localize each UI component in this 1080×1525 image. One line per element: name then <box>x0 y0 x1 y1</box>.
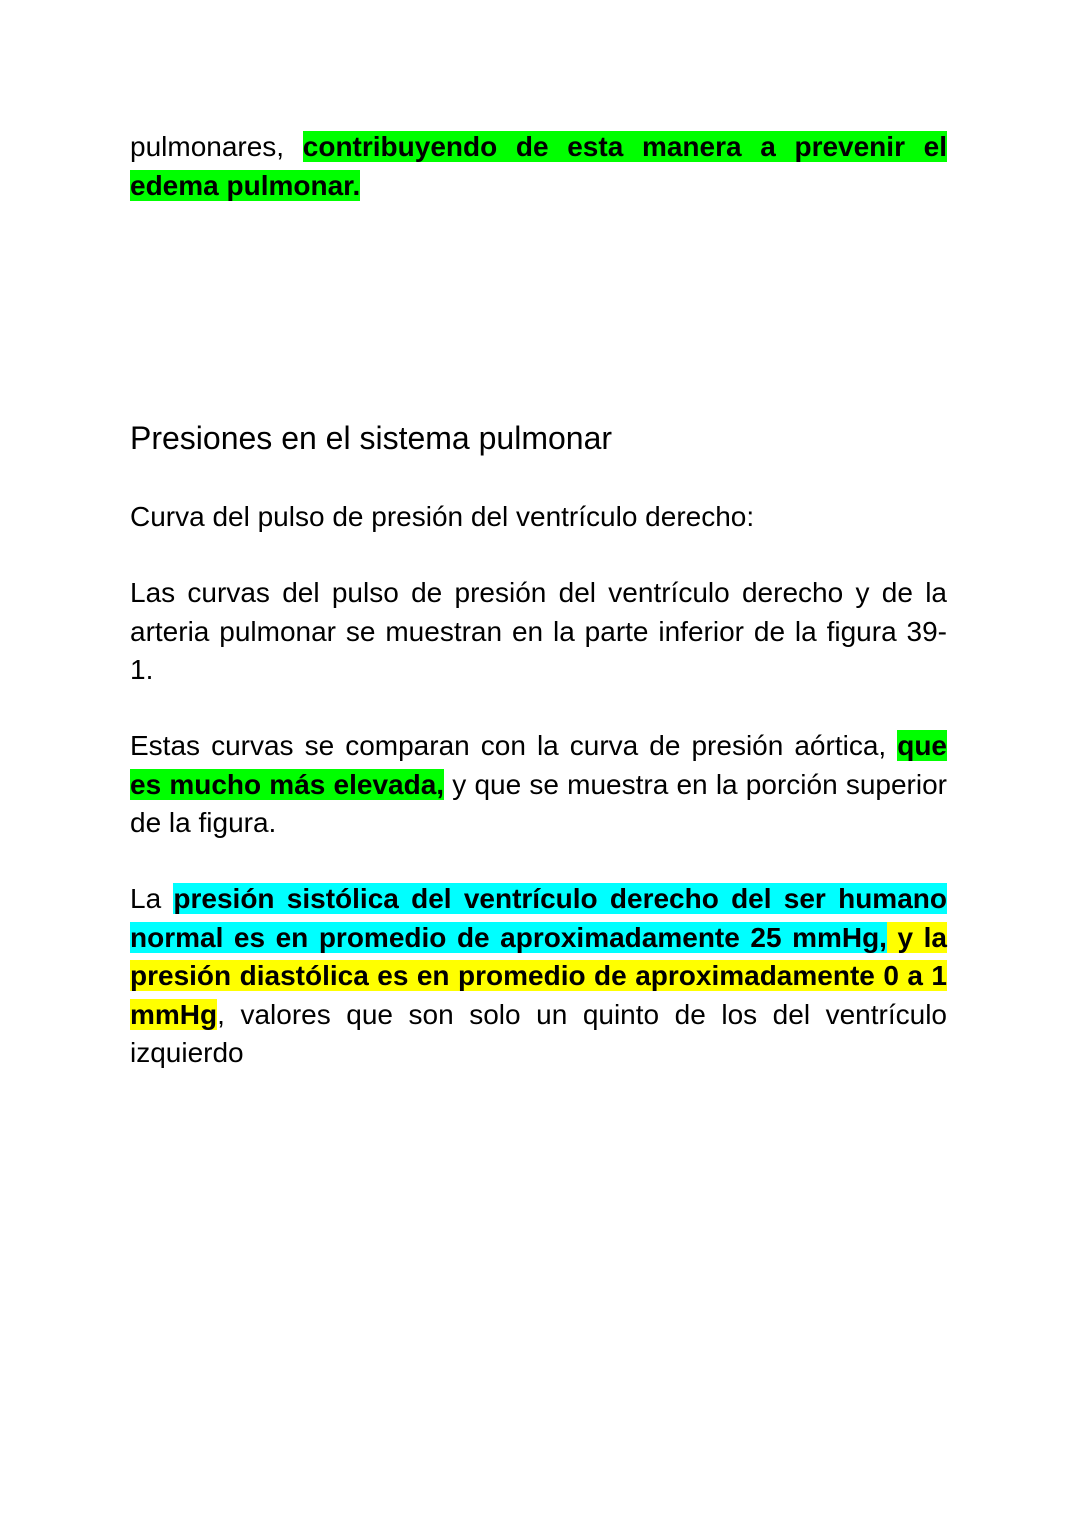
paragraph-comparacion <box>130 727 947 843</box>
paragraph-text: y que se muestra en la porción superior de la figura. <box>130 768 947 838</box>
highlight-green-text: que es mucho más elevada, <box>130 730 947 800</box>
paragraph-text: La <box>130 883 174 914</box>
paragraph-text: Estas curvas se comparan con la curva de presión aórtica, <box>130 730 898 761</box>
paragraph-presion-sistolica <box>130 880 947 1073</box>
subsection-heading: Curva del pulso de presión del ventrículo derecho: <box>130 501 755 532</box>
paragraph-pulmonares <box>130 128 947 205</box>
highlight-yellow-text: y la presión diastólica es en promedio de aproximadamente 0 a 1 mmHg <box>130 921 948 1030</box>
highlight-green-text: contribuyendo de esta manera a prevenir el edema pulmonar. <box>130 131 947 201</box>
paragraph-text: , valores que son solo un quinto de los del ventrículo izquierdo <box>130 998 947 1068</box>
paragraph-curvas: Las curvas del pulso de presión del ventrículo derecho y de la arteria pulmonar se muestran en la parte inferior de la figura 39-1. <box>130 577 947 685</box>
paragraph-text <box>887 922 898 953</box>
section-heading: Presiones en el sistema pulmonar <box>130 420 613 456</box>
paragraph-text: pulmonares, <box>130 131 303 162</box>
highlight-cyan-text: presión sistólica del ventrículo derecho del ser humano normal es en promedio de aproximadamente 25 mmHg, <box>130 883 947 953</box>
